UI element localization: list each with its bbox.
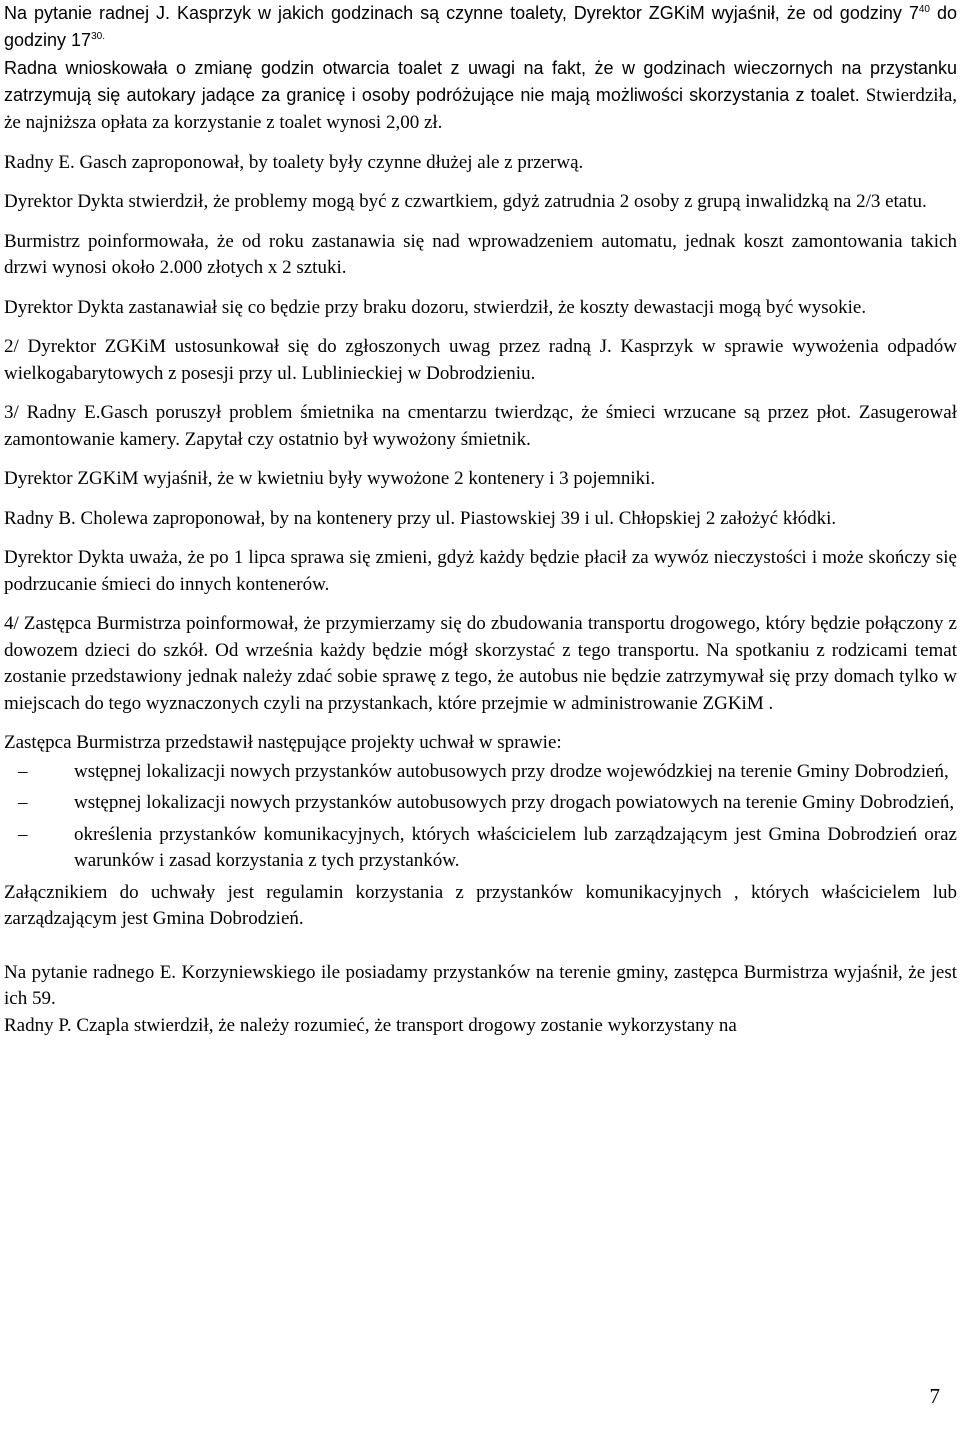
paragraph-resolutions-intro: Zastępca Burmistrza przedstawił następujące projekty uchwał w sprawie: xyxy=(4,732,562,753)
paragraph-mayor-automat: Burmistrz poinformowała, że od roku zastanawia się nad wprowadzeniem automatu, jednak koszt zamontowania takich drzwi wynosi około 2.000 złotych x 2 sztuki. xyxy=(4,230,957,278)
paragraph-toilets-hours: Na pytanie radnej J. Kasprzyk w jakich godzinach są czynne toalety, Dyrektor ZGKiM wyjaśnił, że od godziny $7^{40}$ do godziny $17^{30.}$ xyxy=(4,3,957,50)
paragraph-item-2: 2/ Dyrektor ZGKiM ustosunkował się do zgłoszonych uwag przez radną J. Kasprzyk w sprawie wywożenia odpadów wielkogabarytowych z posesji przy ul. Lublinieckiej w Dobrodzieniu. xyxy=(4,336,957,384)
dash-bullet: – xyxy=(18,760,28,782)
paragraph-dykta-july: Dyrektor Dykta uważa, że po 1 lipca sprawa się zmieni, gdyż każdy będzie płacił za wywóz nieczystości i może skończy się podrzucanie śmieci do innych kontenerów. xyxy=(4,547,957,595)
dash-bullet: – xyxy=(18,823,28,845)
paragraph-gasch-proposal: Radny E. Gasch zaproponował, by toalety były czynne dłużej ale z przerwą. xyxy=(4,151,584,173)
paragraph-item-3: 3/ Radny E.Gasch poruszył problem śmietnika na cmentarzu twierdząc, że śmieci wrzucane są przez płot. Zasugerował zamontowanie kamery. Zapytał czy ostatnio był wywożony śmietnik. xyxy=(4,402,957,450)
list-item: – wstępnej lokalizacji nowych przystanków autobusowych przy drogach powiatowych na terenie Gminy Dobrodzień, xyxy=(4,790,957,817)
resolutions-list xyxy=(4,759,957,875)
list-item: – określenia przystanków komunikacyjnych, których właścicielem lub zarządzającym jest Gmina Dobrodzień oraz warunków i zasad korzystania z tych przystanków. xyxy=(18,823,957,871)
paragraph-toilets-request: Radna wnioskowała o zmianę godzin otwarcia toalet z uwagi na fakt, że w godzinach wieczornych na przystanku zatrzymują się autokary jadące za granicę i osoby podróżujące nie mają możliwości skorzystania z toalet. Stwierdziła, że najniższa opłata za korzystanie z toalet wynosi 2,00 zł. xyxy=(4,58,958,133)
paragraph-czapla: Radny P. Czapla stwierdził, że należy rozumieć, że transport drogowy zostanie wykorzystany na xyxy=(4,1014,737,1036)
document-page xyxy=(4,0,957,1039)
list-item: – wstępnej lokalizacji nowych przystanków autobusowych przy drodze wojewódzkiej na terenie Gminy Dobrodzień, xyxy=(4,759,957,786)
paragraph-cholewa-locks: Radny B. Cholewa zaproponował, by na kontenery przy ul. Piastowskiej 39 i ul. Chłopskiej 2 założyć kłódki. xyxy=(4,507,837,529)
paragraph-korzyniewski-question: Na pytanie radnego E. Korzyniewskiego ile posiadamy przystanków na terenie gminy, zastępca Burmistrza wyjaśnił, że jest ich 59. xyxy=(4,961,957,1009)
paragraph-dykta-vandalism: Dyrektor Dykta zastanawiał się co będzie przy braku dozoru, stwierdził, że koszty dewastacji mogą być wysokie. xyxy=(4,296,867,318)
paragraph-dykta-thursday: Dyrektor Dykta stwierdził, że problemy mogą być z czwartkiem, gdyż zatrudnia 2 osoby z grupą inwalidzką na 2/3 etatu. xyxy=(4,191,927,212)
page-number: 7 xyxy=(929,1384,940,1408)
paragraph-attachment: Załącznikiem do uchwały jest regulamin korzystania z przystanków komunikacyjnych , których właścicielem lub zarządzającym jest Gmina Dobrodzień. xyxy=(4,881,957,929)
dash-bullet: – xyxy=(18,792,28,813)
paragraph-item-4: 4/ Zastępca Burmistrza poinformował, że przymierzamy się do zbudowania transportu drogowego, który będzie połączony z dowozem dzieci do szkół. Od września każdy będzie mógł skorzystać z tego transportu. Na spotkaniu z rodzicami temat zostanie przedstawiony jednak należy zdać sobie sprawę z tego, że autobus nie będzie zatrzymywał się przy domach tylko w miejscach do tego wyznaczonych czyli na przystankach, które przejmie w administrowanie ZGKiM . xyxy=(4,613,957,714)
paragraph-containers: Dyrektor ZGKiM wyjaśnił, że w kwietniu były wywożone 2 kontenery i 3 pojemniki. xyxy=(4,468,656,489)
